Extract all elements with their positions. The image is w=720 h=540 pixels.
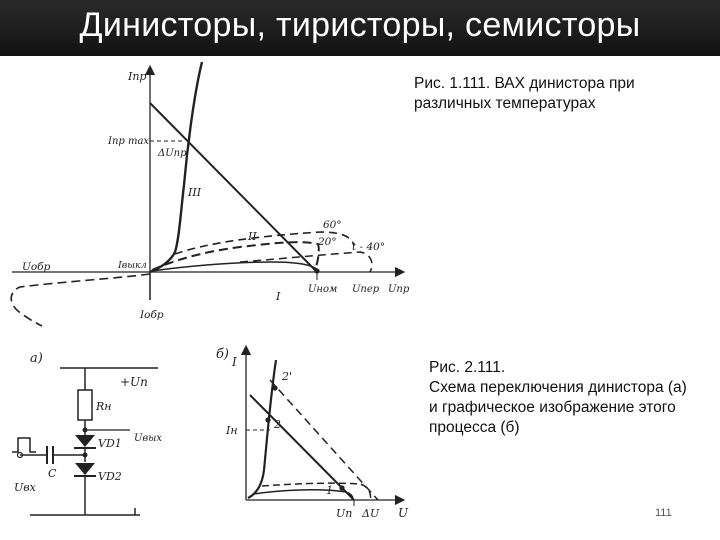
fig1-label-ipr: Iпр bbox=[128, 70, 147, 83]
fig2a-label-uvyh: Uвых bbox=[134, 433, 163, 444]
fig2b-point-2 bbox=[265, 417, 270, 422]
fig2b-label-delta-u: ΔU bbox=[362, 507, 380, 520]
fig2a-label-rn: Rн bbox=[96, 400, 112, 413]
figure1-caption-line: Рис. 1.111. ВАХ динистора при bbox=[414, 75, 635, 92]
fig2a-vd1-symbol bbox=[75, 435, 95, 447]
fig1-label-delta-upr: ΔUпр bbox=[158, 148, 187, 159]
fig2b-device-curve bbox=[248, 360, 276, 498]
fig2b-point-2prime bbox=[272, 385, 277, 390]
figure1-iv-chart bbox=[11, 62, 410, 326]
fig2b-label-in: Iн bbox=[226, 424, 238, 437]
fig2b-label-1: 1 bbox=[326, 484, 333, 497]
fig2b-label-i: I bbox=[232, 355, 237, 369]
fig1-label-upr: Uпр bbox=[388, 284, 410, 295]
figure1-caption-line: различных температурах bbox=[414, 95, 596, 112]
fig2b-label: б) bbox=[216, 347, 230, 362]
fig1-label-iii: III bbox=[188, 186, 202, 199]
fig2a-resistor-rn bbox=[78, 390, 92, 420]
fig2a-label-vd1: VD1 bbox=[98, 437, 122, 450]
fig1-label-i: I bbox=[276, 290, 281, 303]
fig1-label-ii: II bbox=[248, 230, 257, 243]
fig1-label-unom: Uном bbox=[308, 284, 338, 295]
fig1-label-t20: 20° bbox=[318, 236, 337, 248]
figure2-caption-line: процесса (б) bbox=[429, 419, 520, 436]
fig2a-label-uvh: Uвх bbox=[14, 481, 36, 494]
fig1-curve-iii bbox=[150, 62, 202, 272]
fig1-label-tminus40: t - 40° bbox=[352, 241, 386, 253]
fig1-label-iobr: Iобр bbox=[140, 309, 164, 321]
fig1-load-line bbox=[150, 103, 317, 272]
fig2a-input-pulse bbox=[12, 438, 36, 452]
fig2a-label-c: C bbox=[48, 467, 57, 480]
fig2a-label: а) bbox=[30, 351, 43, 366]
page-number: 111 bbox=[655, 507, 672, 519]
fig2a-label-plus-up: +Uп bbox=[120, 375, 148, 389]
fig1-label-ipr-max: Iпр max bbox=[108, 136, 150, 147]
fig2b-device-off-branch bbox=[254, 490, 353, 500]
figure2-caption-line: Схема переключения динистора (а) bbox=[429, 379, 687, 396]
fig1-reverse-branch bbox=[11, 274, 150, 326]
fig2b-point-1 bbox=[339, 485, 344, 490]
fig1-curve-i bbox=[152, 262, 318, 271]
figure2-caption-line: и графическое изображение этого bbox=[429, 399, 676, 416]
fig2a-label-vd2: VD2 bbox=[98, 470, 122, 483]
slide-title: Динисторы, тиристоры, семисторы bbox=[79, 6, 641, 44]
fig2b-label-2prime: 2' bbox=[282, 370, 293, 383]
fig1-label-uobr: Uобр bbox=[22, 261, 51, 273]
fig2a-vd2-symbol bbox=[75, 463, 95, 475]
figure2b-switching-chart bbox=[216, 347, 409, 520]
fig2b-label-up: Uп bbox=[336, 507, 353, 520]
fig2b-shifted-load-line bbox=[270, 380, 378, 500]
fig2b-label-u: U bbox=[398, 506, 409, 520]
figure2-caption-line: Рис. 2.111. bbox=[429, 359, 506, 376]
fig1-label-ivykl: Iвыкл bbox=[118, 260, 147, 271]
fig1-label-t60: 60° bbox=[323, 219, 342, 231]
fig1-label-uper: Uпер bbox=[352, 284, 380, 295]
fig2b-label-2: 2 bbox=[274, 418, 281, 431]
figure2a-circuit bbox=[12, 351, 162, 515]
